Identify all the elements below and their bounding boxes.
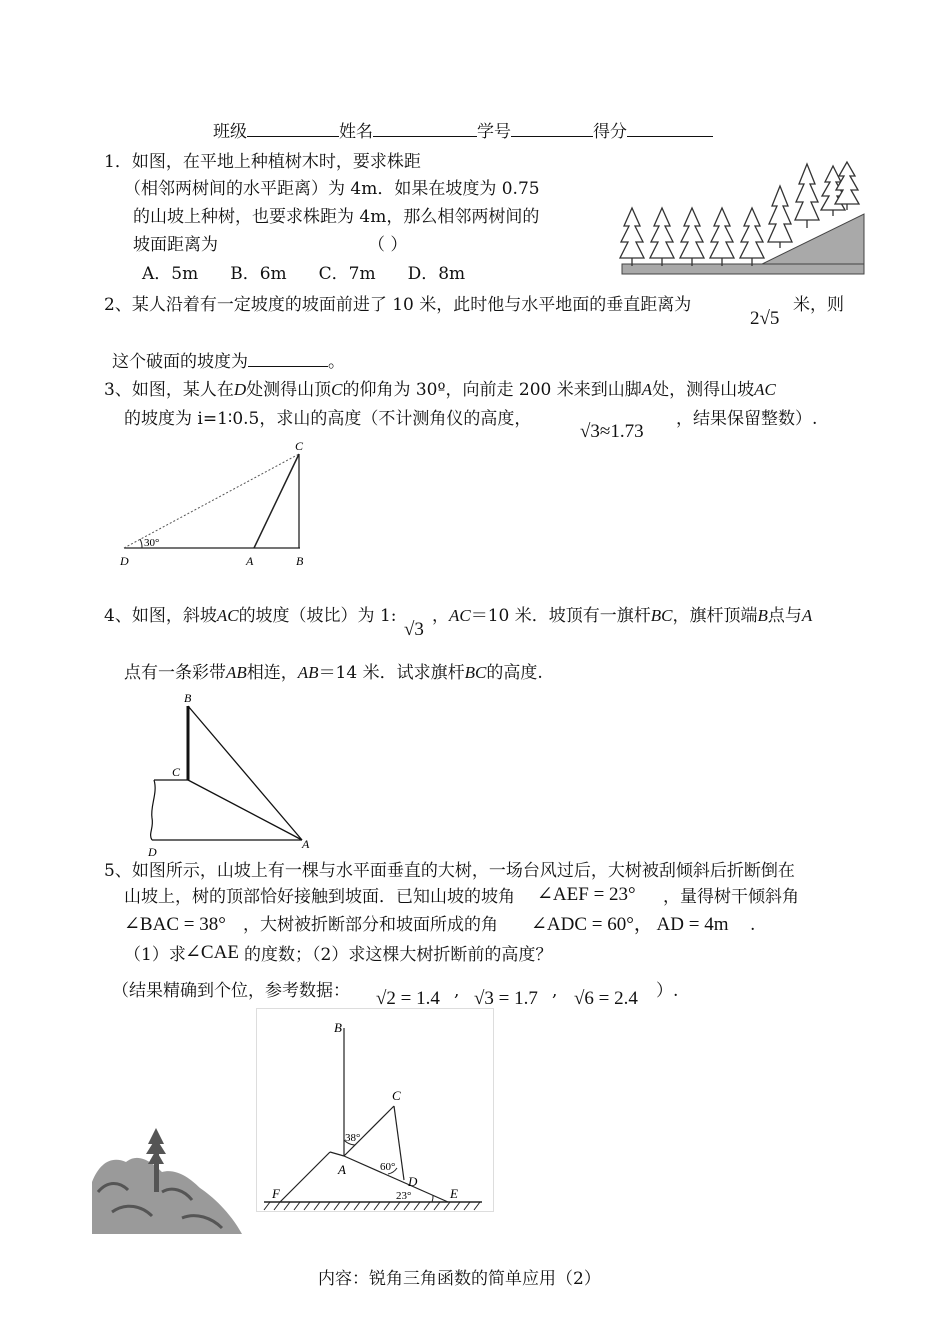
q4-var-bc2: BC bbox=[464, 663, 487, 682]
hill-shape bbox=[92, 1158, 242, 1234]
q5-tree-illustration bbox=[92, 1122, 242, 1234]
q1-option-a[interactable]: A．5m bbox=[142, 264, 199, 284]
q5-figure-border bbox=[257, 1009, 494, 1212]
q5-sub-a: （1）求 bbox=[124, 945, 186, 965]
q3-math-sqrt3: √3≈1.73 bbox=[580, 421, 644, 442]
q5-ref-sqrt6: √6 = 2.4 bbox=[574, 988, 638, 1009]
q5-line3-a: ，大树被折断部分和坡面所成的角 bbox=[243, 915, 498, 935]
tree-icon bbox=[835, 162, 859, 210]
q1-line1: 1．如图，在平地上种植树木时，要求株距 bbox=[104, 152, 421, 172]
tree-icon bbox=[620, 208, 644, 266]
q4-figure bbox=[140, 688, 320, 860]
q5-ref-sep1: , bbox=[454, 981, 460, 1001]
q3-text-d: 处，测得山坡 bbox=[652, 380, 755, 400]
q2-answer-blank[interactable] bbox=[248, 350, 328, 367]
q1-option-c[interactable]: C．7m bbox=[318, 264, 376, 284]
q5-line2-a: 山坡上，树的顶部恰好接触到坡面．已知山坡的坡角 bbox=[124, 887, 515, 907]
q5-ref-b: ）. bbox=[656, 981, 679, 1001]
q5-math-bac: ∠BAC = 38° bbox=[124, 914, 226, 935]
header-line bbox=[213, 120, 713, 143]
score-label: 得分 bbox=[593, 122, 627, 142]
q3-label-a: A bbox=[246, 554, 254, 568]
q3-label-d: D bbox=[120, 554, 129, 568]
q2-line2-end: 。 bbox=[328, 352, 345, 372]
q4-ribbon-ab bbox=[188, 706, 302, 840]
q4-text-j: 的高度. bbox=[486, 663, 543, 683]
q5-math-adc: ∠ADC = 60°， AD = 4m bbox=[531, 914, 729, 935]
q5-slope-top bbox=[330, 1152, 344, 1156]
q5-math-aef: ∠AEF = 23° bbox=[537, 884, 636, 905]
q1-answer-paren[interactable]: （ ） bbox=[368, 235, 408, 255]
q4-var-ac: AC bbox=[216, 606, 239, 625]
q4-var-ac2: AC bbox=[449, 606, 471, 625]
q2-line1-tail: 米，则 bbox=[793, 295, 844, 315]
q3-text-c: 的仰角为 30º，向前走 200 米来到山脚 bbox=[342, 380, 642, 400]
tree-icon bbox=[650, 208, 674, 266]
tree-icon bbox=[680, 208, 704, 266]
q3-figure bbox=[110, 438, 330, 572]
q5-label-e: E bbox=[450, 1186, 458, 1201]
q5-label-d: D bbox=[408, 1174, 418, 1189]
q2-math-2sqrt5: 2√5 bbox=[750, 308, 780, 329]
tree-icon bbox=[740, 208, 764, 266]
class-blank[interactable] bbox=[247, 120, 339, 137]
tree-icon bbox=[795, 164, 819, 228]
q4-var-bc: BC bbox=[650, 606, 673, 625]
id-blank[interactable] bbox=[511, 120, 593, 137]
q4-text-f: 点与 bbox=[767, 606, 802, 626]
q5-ref-a: （结果精确到个位，参考数据： bbox=[112, 981, 350, 1001]
q1-line4-text: 坡面距离为 bbox=[133, 235, 218, 255]
q4-text-i: ＝14 米．试求旗杆 bbox=[318, 663, 465, 683]
q3-line2-a: 的坡度为 i=1∶0.5，求山的高度（不计测角仪的高度， bbox=[124, 409, 532, 429]
q5-segment-ac bbox=[344, 1106, 394, 1156]
q5-ref-sqrt2: √2 = 1.4 bbox=[376, 988, 440, 1009]
q4-text-h: 相连， bbox=[246, 663, 298, 683]
score-blank[interactable] bbox=[627, 120, 713, 137]
q4-text-a: 4、如图，斜坡 bbox=[104, 606, 217, 626]
q5-line3-b: . bbox=[750, 915, 756, 935]
q1-ground-bar bbox=[622, 264, 864, 274]
q4-label-b: B bbox=[184, 691, 192, 705]
q4-var-a: A bbox=[801, 606, 813, 625]
q5-label-60: 60° bbox=[380, 1161, 396, 1173]
q5-label-a: A bbox=[338, 1162, 346, 1177]
class-label: 班级 bbox=[213, 122, 247, 142]
q5-label-c: C bbox=[392, 1088, 401, 1103]
q5-arc-23 bbox=[432, 1195, 433, 1202]
q3-sight-line bbox=[124, 454, 299, 548]
q4-var-b: B bbox=[757, 606, 768, 625]
q1-option-d[interactable]: D．8m bbox=[407, 264, 466, 284]
q3-var-c: C bbox=[331, 380, 343, 399]
q2-line2 bbox=[112, 350, 345, 373]
q5-figure bbox=[256, 1008, 494, 1212]
q4-var-ab: AB bbox=[226, 663, 247, 682]
q4-label-a: A bbox=[302, 837, 310, 851]
q5-label-38: 38° bbox=[345, 1132, 361, 1144]
q3-line2-b: ，结果保留整数）. bbox=[676, 409, 818, 429]
q4-text-e: ，旗杆顶端 bbox=[672, 606, 758, 626]
q4-text-b: 的坡度（坡比）为 1: bbox=[238, 606, 397, 626]
tree-icon bbox=[710, 208, 734, 266]
q3-slope-ac bbox=[254, 454, 299, 548]
tree-icon bbox=[768, 186, 792, 248]
q3-angle-arc bbox=[140, 539, 142, 548]
name-label: 姓名 bbox=[339, 122, 373, 142]
q1-line3: 的山坡上种树，也要求株距为 4m，那么相邻两树间的 bbox=[133, 207, 540, 227]
q5-segment-cd bbox=[394, 1106, 404, 1180]
q5-label-f: F bbox=[272, 1186, 280, 1201]
q5-line1: 5、如图所示，山坡上有一棵与水平面垂直的大树，一场台风过后，大树被刮倾斜后折断倒在 bbox=[104, 861, 795, 881]
q3-var-a: A bbox=[641, 380, 653, 399]
q4-text-g: 点有一条彩带 bbox=[124, 663, 226, 683]
q4-text-c: ， bbox=[432, 606, 449, 626]
footer-content: 内容：锐角三角函数的简单应用（2） bbox=[318, 1269, 601, 1289]
q5-ref-sep2: , bbox=[552, 981, 558, 1001]
q4-slope-ca bbox=[188, 780, 302, 840]
q5-line2-b: ，量得树干倾斜角 bbox=[663, 887, 799, 907]
q1-option-b[interactable]: B．6m bbox=[230, 264, 287, 284]
q1-figure-trees bbox=[618, 160, 866, 278]
q2-line1 bbox=[104, 294, 691, 316]
q5-label-b: B bbox=[334, 1020, 342, 1035]
q2-line1-text: 2、某人沿着有一定坡度的坡面前进了 10 米，此时他与水平地面的垂直距离为 bbox=[104, 295, 692, 315]
q4-var-ab2: AB bbox=[297, 663, 319, 682]
q5-slope-left bbox=[280, 1152, 330, 1202]
q3-label-c: C bbox=[295, 439, 304, 453]
q5-sub-b: 的度数；（2）求这棵大树折断前的高度？ bbox=[244, 945, 553, 965]
q4-line1-rest bbox=[432, 605, 812, 627]
q3-line1 bbox=[104, 379, 776, 401]
q3-angle-label: 30° bbox=[144, 537, 160, 549]
q3-text-b: 处测得山顶 bbox=[246, 380, 332, 400]
q4-line1 bbox=[104, 605, 397, 627]
q5-math-cae: ∠CAE bbox=[185, 942, 239, 963]
id-label: 学号 bbox=[477, 122, 511, 142]
q5-ground-hatching bbox=[264, 1202, 480, 1210]
q5-label-23: 23° bbox=[396, 1190, 412, 1202]
q4-text-d: ＝10 米．坡顶有一旗杆 bbox=[470, 606, 651, 626]
name-blank[interactable] bbox=[373, 120, 477, 137]
q3-var-d: D bbox=[233, 380, 247, 399]
q3-var-ac: AC bbox=[754, 380, 776, 399]
q4-line2 bbox=[124, 662, 543, 684]
q4-label-c: C bbox=[172, 765, 181, 779]
q2-line2-text: 这个破面的坡度为 bbox=[112, 352, 248, 372]
q1-line4 bbox=[133, 234, 407, 256]
q1-line2: （相邻两树间的水平距离）为 4m．如果在坡度为 0.75 bbox=[124, 179, 540, 199]
q1-options bbox=[142, 263, 497, 285]
q3-label-b: B bbox=[296, 554, 304, 568]
q4-math-sqrt3: √3 bbox=[404, 619, 424, 640]
q4-cliff-edge bbox=[151, 780, 156, 840]
q3-text-a: 3、如图，某人在 bbox=[104, 380, 234, 400]
q4-label-d: D bbox=[148, 845, 157, 859]
q5-ref-sqrt3: √3 = 1.7 bbox=[474, 988, 538, 1009]
